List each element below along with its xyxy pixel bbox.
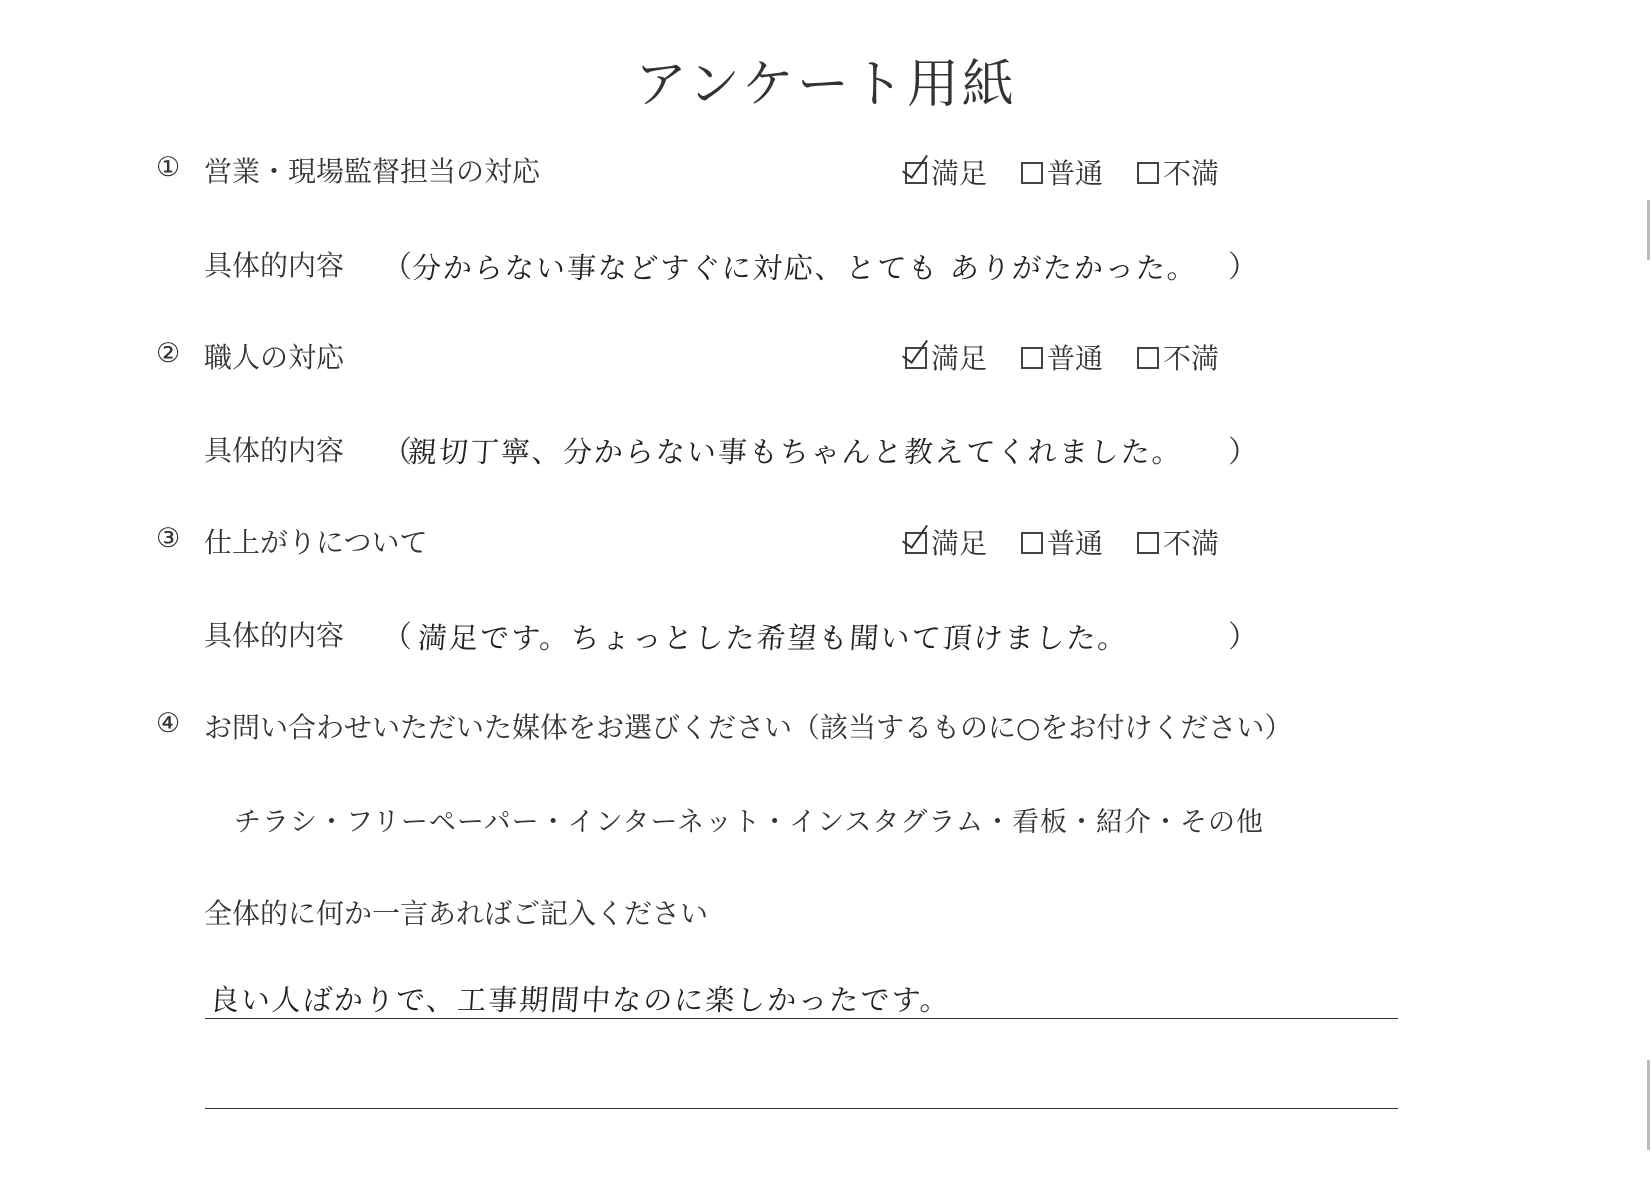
checked-checkbox-icon[interactable] (905, 532, 927, 554)
question-text: 職人の対応 (204, 341, 345, 374)
checkbox-icon[interactable] (1021, 347, 1043, 369)
checkbox-icon[interactable] (1137, 162, 1159, 184)
rating-option-satisfied[interactable]: 満足 (905, 337, 987, 377)
media-options[interactable]: チラシ・フリーペーパー・インターネット・インスタグラム・看板・紹介・その他 (234, 807, 1265, 838)
detail-label: 具体的内容 (204, 249, 345, 282)
comment-line (205, 1018, 1398, 1019)
open-paren: （ (382, 435, 412, 470)
question-text: お問い合わせいただいた媒体をお選びください（該当するものに○をお付けください） (204, 711, 1293, 744)
rating-option-normal[interactable]: 普通 (1021, 337, 1103, 377)
checkbox-icon[interactable] (1021, 532, 1043, 554)
question-text: 営業・現場監督担当の対応 (204, 155, 541, 188)
rating-option-normal[interactable]: 普通 (1021, 522, 1103, 562)
scan-edge-mark (1647, 1060, 1650, 1150)
rating-group (905, 337, 1219, 377)
question-number: ③ (156, 523, 181, 554)
handwritten-answer: 親切丁寧、分からない事もちゃんと教えてくれました。 (406, 435, 1185, 469)
rating-option-dissatisfied[interactable]: 不満 (1137, 522, 1219, 562)
comment-prompt: 全体的に何か一言あればご記入ください (204, 897, 709, 930)
checked-checkbox-icon[interactable] (905, 162, 927, 184)
question-number: ④ (156, 708, 181, 739)
question-number: ② (156, 338, 181, 369)
open-paren: （ (382, 620, 412, 655)
rating-option-satisfied[interactable]: 満足 (905, 152, 987, 192)
checkbox-icon[interactable] (1137, 532, 1159, 554)
page-title: アンケート用紙 (635, 55, 1017, 115)
checkbox-icon[interactable] (1137, 347, 1159, 369)
handwritten-answer: 満足です。ちょっとした希望も聞いて頂けました。 (416, 621, 1130, 655)
question-text: 仕上がりについて (204, 526, 428, 559)
close-paren: ） (1228, 620, 1258, 655)
detail-label: 具体的内容 (204, 434, 345, 467)
rating-group (905, 152, 1219, 192)
close-paren: ） (1228, 250, 1258, 285)
open-paren: （ (382, 250, 412, 285)
detail-label: 具体的内容 (204, 619, 345, 652)
close-paren: ） (1228, 435, 1258, 470)
checkbox-icon[interactable] (1021, 162, 1043, 184)
rating-option-dissatisfied[interactable]: 不満 (1137, 152, 1219, 192)
handwritten-comment: 良い人ばかりで、工事期間中なのに楽しかったです。 (208, 983, 953, 1017)
checked-checkbox-icon[interactable] (905, 347, 927, 369)
handwritten-answer: 分からない事などすぐに対応、とても ありがたかった。 (410, 251, 1200, 285)
rating-option-dissatisfied[interactable]: 不満 (1137, 337, 1219, 377)
comment-line (205, 1108, 1398, 1109)
rating-group (905, 522, 1219, 562)
scan-edge-mark (1647, 200, 1650, 260)
question-number: ① (156, 152, 181, 183)
rating-option-normal[interactable]: 普通 (1021, 152, 1103, 192)
rating-option-satisfied[interactable]: 満足 (905, 522, 987, 562)
